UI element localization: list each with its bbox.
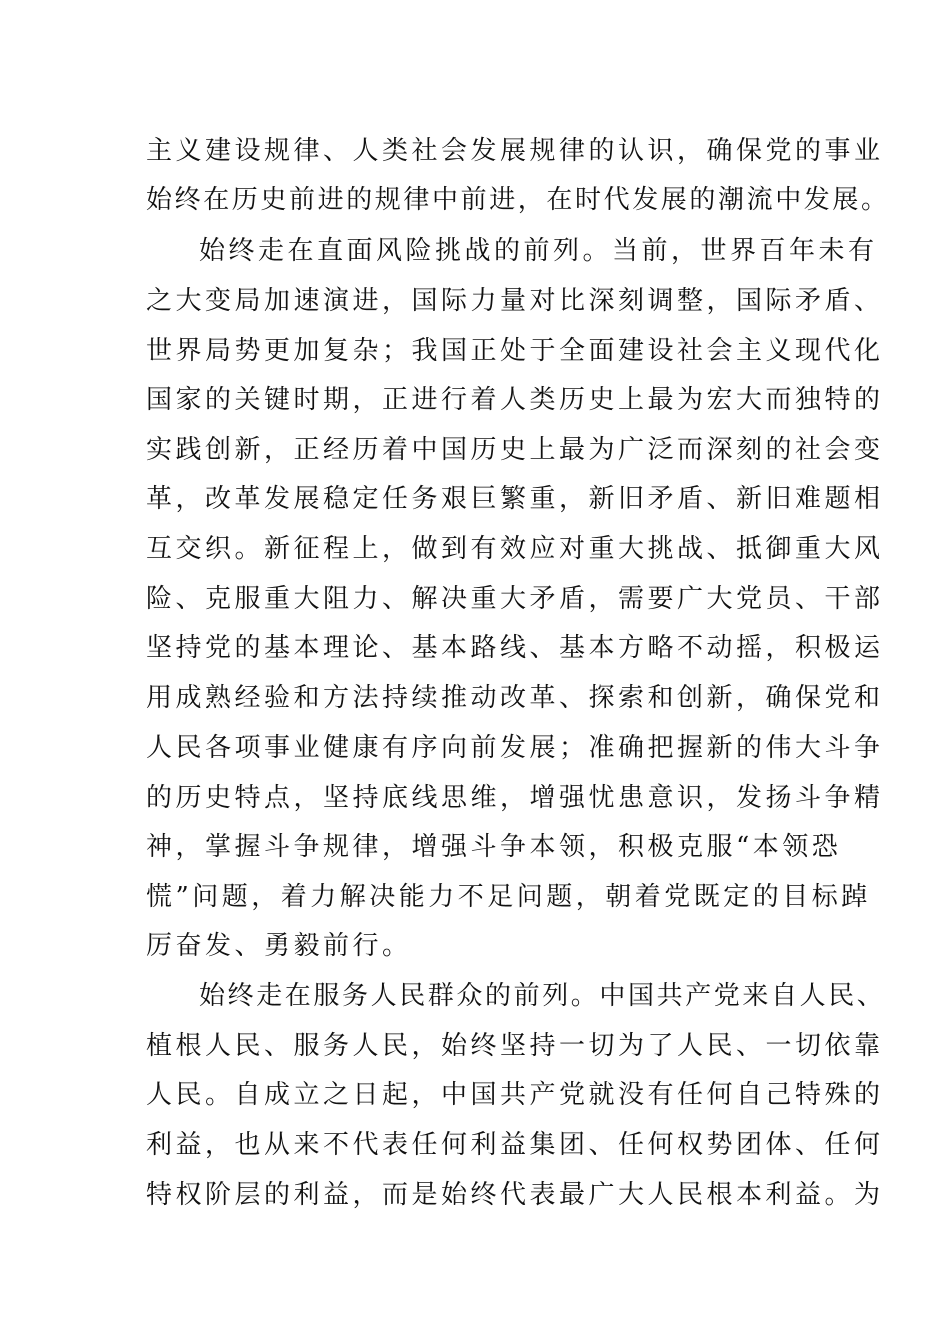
text-line: 互交织。新征程上，做到有效应对重大挑战、抵御重大风 (146, 534, 884, 564)
text-line: 特权阶层的利益，而是始终代表最广大人民根本利益。为 (146, 1180, 884, 1210)
text-line: 世界局势更加复杂；我国正处于全面建设社会主义现代化 (146, 336, 884, 366)
text-line: 用成熟经验和方法持续推动改革、探索和创新，确保党和 (146, 683, 884, 713)
text-line: 的历史特点，坚持底线思维，增强忧患意识，发扬斗争精 (146, 783, 884, 813)
text-line: 人民各项事业健康有序向前发展；准确把握新的伟大斗争 (146, 733, 884, 763)
text-line: 始终在历史前进的规律中前进，在时代发展的潮流中发展。 (146, 185, 890, 215)
paragraph-start-line: 始终走在服务人民群众的前列。中国共产党来自人民、 (199, 981, 886, 1011)
text-line: 厉奋发、勇毅前行。 (146, 931, 412, 961)
text-line: 坚持党的基本理论、基本路线、基本方略不动摇，积极运 (146, 633, 884, 663)
text-line: 之大变局加速演进，国际力量对比深刻调整，国际矛盾、 (146, 286, 884, 316)
text-line: 慌”问题，着力解决能力不足问题，朝着党既定的目标踔 (146, 882, 871, 912)
text-line: 国家的关键时期，正进行着人类历史上最为宏大而独特的 (146, 385, 884, 415)
text-line: 主义建设规律、人类社会发展规律的认识，确保党的事业 (146, 136, 884, 166)
text-line: 实践创新，正经历着中国历史上最为广泛而深刻的社会变 (146, 435, 884, 465)
paragraph-start-line: 始终走在直面风险挑战的前列。当前，世界百年未有 (199, 236, 878, 266)
text-line: 神，掌握斗争规律，增强斗争本领，积极克服“本领恐 (146, 832, 842, 862)
text-line: 植根人民、服务人民，始终坚持一切为了人民、一切依靠 (146, 1031, 884, 1061)
text-line: 革，改革发展稳定任务艰巨繁重，新旧矛盾、新旧难题相 (146, 484, 884, 514)
text-line: 利益，也从来不代表任何利益集团、任何权势团体、任何 (146, 1130, 884, 1160)
text-line: 人民。自成立之日起，中国共产党就没有任何自己特殊的 (146, 1080, 884, 1110)
text-line: 险、克服重大阻力、解决重大矛盾，需要广大党员、干部 (146, 584, 884, 614)
